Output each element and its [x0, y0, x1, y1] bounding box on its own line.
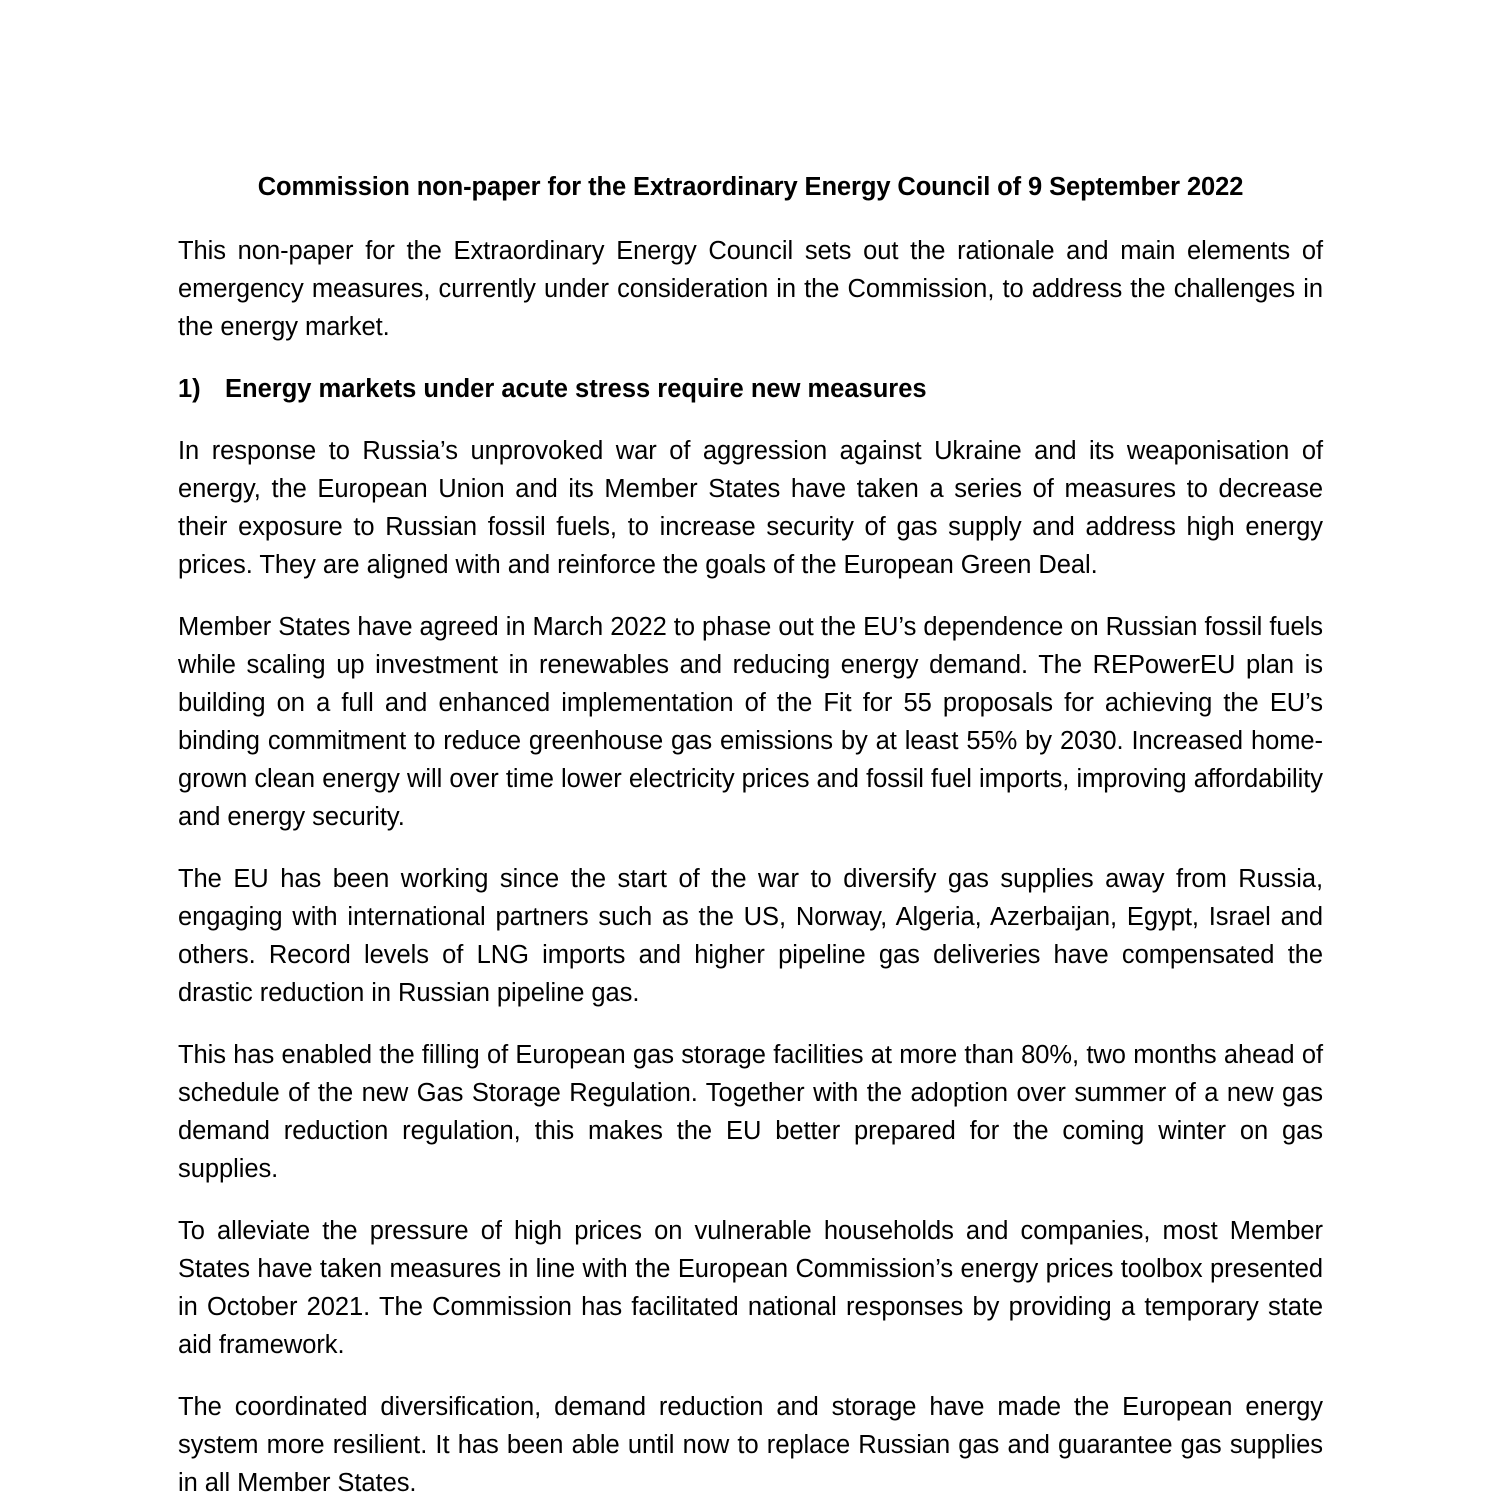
paragraph-intro: This non-paper for the Extraordinary Energy Council sets out the rationale and main elements of emergency measures, currently under consideration in the Commission, to address the challenges in the energy market.: [178, 237, 1323, 341]
page-title: Commission non-paper for the Extraordinary Energy Council of 9 September 2022: [257, 173, 1244, 201]
paragraph-2: Member States have agreed in March 2022 to phase out the EU’s dependence on Russian fossil fuels while scaling up investment in renewables and reducing energy demand. The REPowerEU plan is building on a full and enhanced implementation of the Fit for 55 proposals for achieving the EU’s binding commitment to reduce greenhouse gas emissions by at least 55% by 2030. Increased home-grown clean energy will over time lower electricity prices and fossil fuel imports, improving affordability and energy security.: [178, 613, 1323, 831]
paragraph-3: The EU has been working since the start of the war to diversify gas supplies away from Russia, engaging with international partners such as the US, Norway, Algeria, Azerbaijan, Egypt, Israel and others. Record levels of LNG imports and higher pipeline gas deliveries have compensated the drastic reduction in Russian pipeline gas.: [178, 865, 1323, 1007]
section-heading-1: [178, 370, 1323, 408]
section-heading-1-number: 1): [178, 375, 201, 403]
paragraph-4: This has enabled the filling of European gas storage facilities at more than 80%, two months ahead of schedule of the new Gas Storage Regulation. Together with the adoption over summer of a new gas demand reduction regulation, this makes the EU better prepared for the coming winter on gas supplies.: [178, 1041, 1323, 1183]
paragraph-1: In response to Russia’s unprovoked war of aggression against Ukraine and its weaponisation of energy, the European Union and its Member States have taken a series of measures to decrease their exposure to Russian fossil fuels, to increase security of gas supply and address high energy prices. They are aligned with and reinforce the goals of the European Green Deal.: [178, 437, 1323, 579]
paragraph-6: The coordinated diversification, demand reduction and storage have made the European energy system more resilient. It has been able until now to replace Russian gas and guarantee gas supplies in all Member States.: [178, 1393, 1323, 1497]
section-heading-1-text: Energy markets under acute stress require new measures: [225, 375, 927, 403]
paragraph-5: To alleviate the pressure of high prices on vulnerable households and companies, most Member States have taken measures in line with the European Commission’s energy prices toolbox presented in October 2021. The Commission has facilitated national responses by providing a temporary state aid framework.: [178, 1217, 1323, 1359]
